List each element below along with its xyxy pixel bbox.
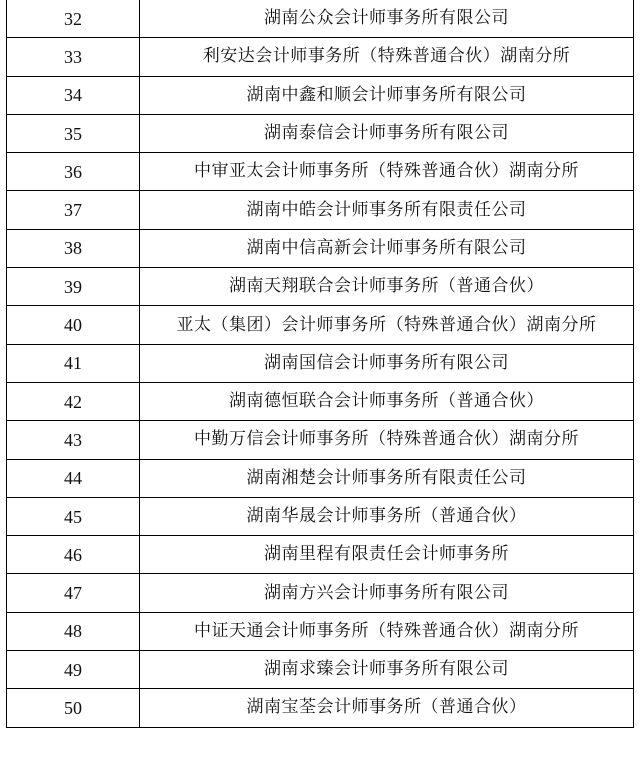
row-number-cell: 44 (7, 459, 140, 497)
firm-name-cell: 湖南国信会计师事务所有限公司 (140, 344, 634, 382)
table-row (7, 689, 634, 727)
table-row (7, 459, 634, 497)
table-row (7, 76, 634, 114)
firm-name-cell: 湖南德恒联合会计师事务所（普通合伙） (140, 382, 634, 420)
row-number-cell: 38 (7, 229, 140, 267)
row-number-cell: 41 (7, 344, 140, 382)
table-row (7, 382, 634, 420)
table-row (7, 153, 634, 191)
table-row (7, 38, 634, 76)
firm-name-cell: 湖南天翔联合会计师事务所（普通合伙） (140, 268, 634, 306)
table-row (7, 612, 634, 650)
firm-name-cell: 中勤万信会计师事务所（特殊普通合伙）湖南分所 (140, 421, 634, 459)
firm-name-cell: 湖南宝荃会计师事务所（普通合伙） (140, 689, 634, 727)
table-row (7, 114, 634, 152)
firm-name-cell: 中证天通会计师事务所（特殊普通合伙）湖南分所 (140, 612, 634, 650)
firm-name-cell: 中审亚太会计师事务所（特殊普通合伙）湖南分所 (140, 153, 634, 191)
firm-name-cell: 湖南华晟会计师事务所（普通合伙） (140, 497, 634, 535)
firm-name-cell: 湖南求臻会计师事务所有限公司 (140, 651, 634, 689)
firm-name-cell: 湖南公众会计师事务所有限公司 (140, 0, 634, 38)
row-number-cell: 32 (7, 0, 140, 38)
row-number-cell: 46 (7, 536, 140, 574)
row-number-cell: 49 (7, 651, 140, 689)
firm-list-table (6, 0, 634, 728)
firm-name-cell: 湖南中信高新会计师事务所有限公司 (140, 229, 634, 267)
firm-name-cell: 湖南湘楚会计师事务所有限责任公司 (140, 459, 634, 497)
row-number-cell: 40 (7, 306, 140, 344)
row-number-cell: 34 (7, 76, 140, 114)
table-row (7, 651, 634, 689)
row-number-cell: 47 (7, 574, 140, 612)
table-row (7, 344, 634, 382)
table-row (7, 268, 634, 306)
row-number-cell: 45 (7, 497, 140, 535)
row-number-cell: 35 (7, 114, 140, 152)
row-number-cell: 48 (7, 612, 140, 650)
table-row (7, 306, 634, 344)
row-number-cell: 39 (7, 268, 140, 306)
row-number-cell: 36 (7, 153, 140, 191)
row-number-cell: 42 (7, 382, 140, 420)
row-number-cell: 50 (7, 689, 140, 727)
firm-name-cell: 湖南泰信会计师事务所有限公司 (140, 114, 634, 152)
row-number-cell: 43 (7, 421, 140, 459)
table-row (7, 191, 634, 229)
firm-list-table-container (6, 0, 633, 728)
row-number-cell: 37 (7, 191, 140, 229)
firm-name-cell: 湖南方兴会计师事务所有限公司 (140, 574, 634, 612)
firm-name-cell: 利安达会计师事务所（特殊普通合伙）湖南分所 (140, 38, 634, 76)
firm-name-cell: 湖南中皓会计师事务所有限责任公司 (140, 191, 634, 229)
table-row (7, 497, 634, 535)
firm-name-cell: 湖南里程有限责任会计师事务所 (140, 536, 634, 574)
row-number-cell: 33 (7, 38, 140, 76)
table-row (7, 536, 634, 574)
table-row (7, 229, 634, 267)
table-row (7, 0, 634, 38)
firm-name-cell: 亚太（集团）会计师事务所（特殊普通合伙）湖南分所 (140, 306, 634, 344)
table-row (7, 574, 634, 612)
table-row (7, 421, 634, 459)
firm-list-body (7, 0, 634, 727)
firm-name-cell: 湖南中鑫和顺会计师事务所有限公司 (140, 76, 634, 114)
